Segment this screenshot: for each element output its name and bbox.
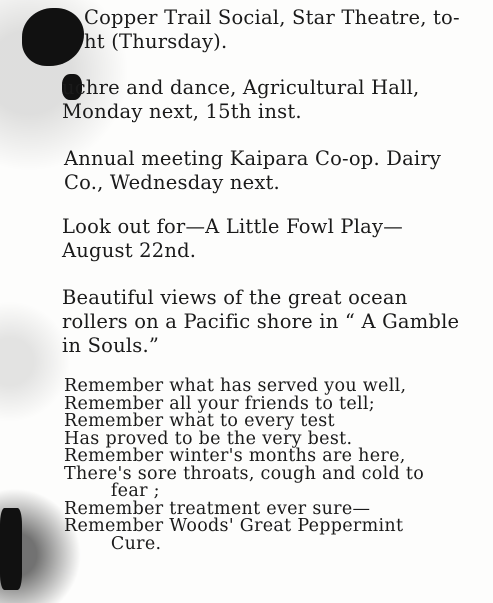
notice-line: ht (Thursday). [84,30,228,53]
notice-line: Look out for—A Little Fowl Play— [62,215,403,238]
poem-line: Remember treatment ever sure— [64,498,371,519]
notice-fowl-play [62,215,403,263]
notice-line: uchre and dance, Agricultural Hall, [62,76,420,99]
notice-line: rollers on a Pacific shore in “ A Gamble [62,310,460,333]
notice-line: Copper Trail Social, Star Theatre, to- [84,6,460,29]
notice-line: Beautiful views of the great ocean [62,286,408,309]
notice-line: Annual meeting Kaipara Co-op. Dairy [64,147,442,170]
notice-annual-meeting [64,147,441,195]
notice-euchre-dance [62,76,419,124]
notice-line: Monday next, 15th inst. [62,100,302,123]
poem-line: fear ; [64,481,160,501]
poem-line: Remember all your friends to tell; [64,393,375,414]
notice-line: August 22nd. [62,239,197,262]
poem-line: Remember what to every test [64,411,335,431]
notice-gamble-in-souls [62,286,459,358]
notice-copper-trail-social [84,6,460,54]
peppermint-cure-poem [64,378,424,553]
poem-line: Cure. [64,533,162,554]
poem-line: Has proved to be the very best. [64,428,353,449]
notice-line: in Souls.” [62,334,160,357]
poem-line: Remember what has served you well, [64,376,407,396]
poem-line: Remember winter's months are here, [64,446,406,466]
notice-line: Co., Wednesday next. [64,171,280,194]
ink-blot [0,508,22,590]
poem-line: There's sore throats, cough and cold to [64,463,425,484]
poem-line: Remember Woods' Great Peppermint [64,516,404,536]
ink-blot [22,8,84,66]
